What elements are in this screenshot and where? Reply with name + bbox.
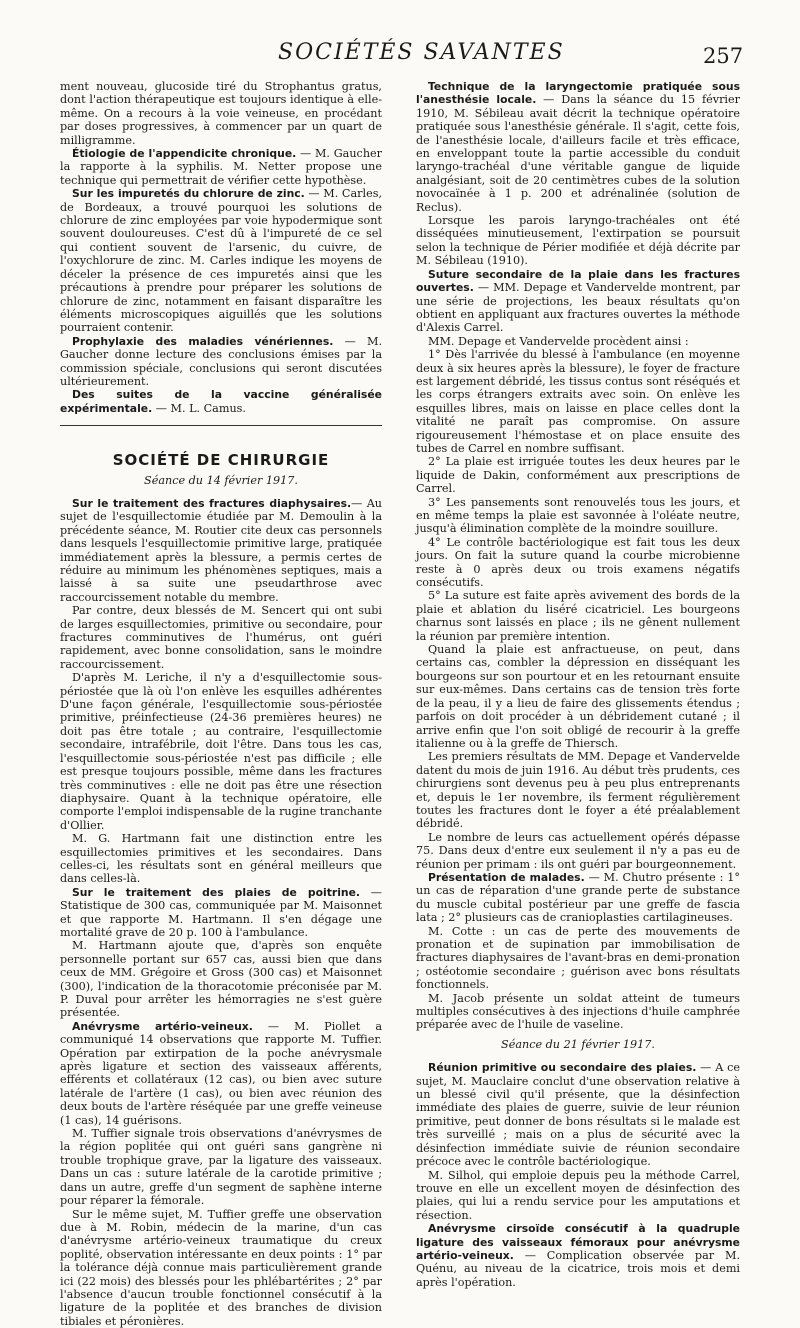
- section-heading: Sur le traitement des plaies de poitrine.: [72, 886, 360, 899]
- paragraph: ment nouveau, glucoside tiré du Strophantus gratus, dont l'action thérapeutique est toujours identique à elle-même. On a recours à la voie veineuse, en procédant par doses progressives, à commencer par un quart de milligramme.: [60, 80, 382, 147]
- paragraph-text: — Complication observée par M. Quénu, au niveau de la cicatrice, trois mois et demi après l'opération.: [416, 1249, 740, 1289]
- paragraph: [60, 497, 382, 604]
- paragraph-text: — Au sujet de l'esquillectomie étudiée par M. Demoulin à la précédente séance, M. Routier cite deux cas personnels dans lesquels l'esquillectomie primitive large, pratiquée immédiatement après la blessure, a permis certes de réduire au minimum les phénomènes septiques, mais a laissé à sa suite une pseudarthrose avec raccourcissement notable du membre.: [60, 497, 382, 604]
- left-column: [60, 80, 382, 1328]
- section-heading: Suture secondaire de la plaie dans les fractures ouvertes.: [416, 268, 740, 294]
- section-heading: Sur les impuretés du chlorure de zinc.: [72, 187, 305, 200]
- paragraph: 4° Le contrôle bactériologique est fait tous les deux jours. On fait la suture quand la courbe microbienne reste à 0 après deux ou trois examens négatifs consécutifs.: [416, 536, 740, 590]
- paragraph: 1° Dès l'arrivée du blessé à l'ambulance (en moyenne deux à six heures après la blessure), le foyer de fracture est largement débridé, les tissus contus sont réséqués et les corps étrangers extraits avec soin. On enlève les esquilles libres, mais on laisse en place celles dont la vitalité ne paraît pas compromise. On assure rigoureusement l'hémostase et on place ensuite des tubes de Carrel en nombre suffisant.: [416, 348, 740, 455]
- paragraph: D'après M. Leriche, il n'y a d'esquillectomie sous-périostée que là où l'on enlève les esquilles adhérentes D'une façon générale, l'esquillectomie sous-périostée primitive, préinfectieuse (24-36 premières heures) ne doit pas être totale ; au contraire, l'esquillectomie secondaire, intrafébrile, doit l'être. Dans tous les cas, l'esquillectomie sous-périostée n'est pas difficile ; elle est presque toujours possible, même dans les fractures très comminutives : elle ne doit pas être une résection diaphysaire. Quant à la technique opératoire, elle comporte l'emploi indispensable de la rugine tranchante d'Ollier.: [60, 671, 382, 832]
- section-heading: Anévrysme artério-veineux.: [72, 1020, 253, 1033]
- page-number: 257: [703, 44, 743, 68]
- paragraph: M. Cotte : un cas de perte des mouvements de pronation et de supination par immobilisation de fractures diaphysaires de l'avant-bras en demi-pronation ; ostéotomie secondaire ; guérison avec bons résultats fonctionnels.: [416, 925, 740, 992]
- section-heading: Des suites de la vaccine généralisée expérimentale.: [60, 388, 382, 414]
- paragraph: [416, 871, 740, 925]
- paragraph: MM. Depage et Vandervelde procèdent ainsi :: [416, 335, 740, 348]
- paragraph: [60, 187, 382, 334]
- paragraph: [60, 335, 382, 389]
- paragraph-text: — MM. Depage et Vandervelde montrent, par une série de projections, les beaux résultats qu'on obtient en appliquant aux fractures ouvertes la méthode d'Alexis Carrel.: [416, 281, 740, 334]
- paragraph: [60, 388, 382, 415]
- paragraph: Les premiers résultats de MM. Depage et Vandervelde datent du mois de juin 1916. Au début très prudents, ces chirurgiens sont devenus peu à peu plus entreprenants et, depuis le 1er novembre, ils ferment régulièrement toutes les fractures dont le foyer a été préalablement débridé.: [416, 750, 740, 830]
- paragraph: [416, 1222, 740, 1289]
- paragraph: 2° La plaie est irriguée toutes les deux heures par le liquide de Dakin, conformément aux prescriptions de Carrel.: [416, 455, 740, 495]
- section-heading: Sur le traitement des fractures diaphysaires.: [72, 497, 351, 510]
- paragraph-text: — A ce sujet, M. Mauclaire conclut d'une observation relative à un blessé civil qu'il présente, que la désinfection immédiate des plaies de guerre, suivie de leur réunion primitive, peut donner de bons résultats si le malade est très surveillé ; mais on a plus de sécurité avec la désinfection immédiate suivie de réunion secondaire précoce avec le contrôle bactériologique.: [416, 1061, 740, 1168]
- paragraph: [60, 147, 382, 187]
- paragraph-text: — M. L. Camus.: [152, 402, 246, 415]
- section-heading: Technique de la laryngectomie pratiquée sous l'anesthésie locale.: [416, 80, 740, 106]
- paragraph: Par contre, deux blessés de M. Sencert qui ont subi de larges esquillectomies, primitive ou secondaire, pour fractures comminutives de l'humérus, ont guéri rapidement, avec bonne consolidation, sans le moindre raccourcissement.: [60, 604, 382, 671]
- paragraph-text: — M. Carles, de Bordeaux, a trouvé pourquoi les solutions de chlorure de zinc employées par voie hypodermique sont souvent douloureuses. C'est dû à l'impureté de ce sel qui contient souvent de l'arsenic, du cuivre, de l'oxychlorure de zinc. M. Carles indique les moyens de déceler la présence de ces impuretés ainsi que les précautions à prendre pour préparer les solutions de chlorure de zinc, notamment en faisant disparaître les éléments microscopiques aiguillés que les solutions pourraient contenir.: [60, 187, 382, 334]
- paragraph: [416, 80, 740, 214]
- paragraph-text: — M. Piollet a communiqué 14 observations que rapporte M. Tuffier. Opération par extirpation de la poche anévrysmale après ligature et section des vaisseaux afférents, efférents et collatéraux (12 cas), ou bien avec suture latérale de l'artère (1 cas), ou bien avec réunion des deux bouts de l'artère réséquée par une greffe veineuse (1 cas), 14 guérisons.: [60, 1020, 382, 1127]
- paragraph: Quand la plaie est anfractueuse, on peut, dans certains cas, combler la dépression en disséquant les bourgeons sur son pourtour et en les retournant ensuite sur eux-mêmes. Dans certains cas de tension très forte de la peau, il y a lieu de faire des glissements étendus ; parfois on doit procéder à un débridement cutané ; il arrive enfin que l'on soit obligé de recourir à la greffe italienne ou à la greffe de Thiersch.: [416, 643, 740, 750]
- section-heading: Anévrysme cirsoïde consécutif à la quadruple ligature des vaisseaux fémoraux pour anévrysme artério-veineux.: [416, 1222, 740, 1262]
- session-date: Séance du 14 février 1917.: [60, 474, 382, 487]
- right-column: [416, 80, 740, 1289]
- paragraph: [416, 268, 740, 335]
- section-heading: Étiologie de l'appendicite chronique.: [72, 147, 296, 160]
- section-heading: Prophylaxie des maladies vénériennes.: [72, 335, 333, 348]
- paragraph: M. Hartmann ajoute que, d'après son enquête personnelle portant sur 657 cas, aussi bien que dans ceux de MM. Grégoire et Gross (300 cas) et Maisonnet (300), l'indication de la thoracotomie préconisée par M. P. Duval pour arrêter les hémorragies ne s'est guère présentée.: [60, 939, 382, 1019]
- paragraph: 5° La suture est faite après avivement des bords de la plaie et ablation du liséré cicatriciel. Les bourgeons charnus sont laissés en place ; ils ne gênent nullement la réunion par première intention.: [416, 589, 740, 643]
- paragraph-text: — M. Gaucher donne lecture des conclusions émises par la commission spéciale, conclusions qui seront discutées ultérieurement.: [60, 335, 382, 388]
- paragraph: Le nombre de leurs cas actuellement opérés dépasse 75. Dans deux d'entre eux seulement il n'y a pas eu de réunion per primam : ils ont guéri par bourgeonnement.: [416, 831, 740, 871]
- running-header: [0, 40, 800, 70]
- paragraph-text: — Statistique de 300 cas, communiquée par M. Maisonnet et que rapporte M. Hartmann. Il s'en dégage une mortalité grave de 20 p. 100 à l'ambulance.: [60, 886, 382, 939]
- paragraph: M. Tuffier signale trois observations d'anévrysmes de la région poplitée qui ont guéri sans gangrène ni trouble trophique grave, par la ligature des vaisseaux. Dans un cas : suture latérale de la carotide primitive ; dans un autre, greffe d'un segment de saphène interne pour réparer la fémorale.: [60, 1127, 382, 1207]
- divider: [60, 425, 382, 426]
- paragraph: Sur le même sujet, M. Tuffier greffe une observation due à M. Robin, médecin de la marine, d'un cas d'anévrysme artério-veineux traumatique du creux poplité, observation intéressante en deux points : 1° par la tolérance déjà connue mais particulièrement grande ici (22 mois) des blessés pour les phlébartérites ; 2° par l'absence d'aucun trouble fonctionnel consécutif à la ligature de la poplitée et des branches de division tibiales et péronières.: [60, 1208, 382, 1328]
- paragraph: 3° Les pansements sont renouvelés tous les jours, et en même temps la plaie est savonnée à l'oléate neutre, jusqu'à élimination complète de la moindre souillure.: [416, 496, 740, 536]
- section-heading: Présentation de malades.: [428, 871, 585, 884]
- section-heading: Réunion primitive ou secondaire des plaies.: [428, 1061, 696, 1074]
- paragraph: M. Jacob présente un soldat atteint de tumeurs multiples consécutives à des injections d'huile camphrée préparée avec de l'huile de vaseline.: [416, 992, 740, 1032]
- running-title: SOCIÉTÉS SAVANTES: [278, 40, 565, 65]
- paragraph-text: — Dans la séance du 15 février 1910, M. Sébileau avait décrit la technique opératoire pratiquée sous l'anesthésie générale. Il s'agit, cette fois, de l'anesthésie locale, d'ailleurs facile et très efficace, en enveloppant toute la partie accessible du conduit laryngo-trachéal d'une véritable gangue de liquide analgésiant, soit de 20 centimètres cubes de la solution novocaïnée à 1 p. 200 et adrénalinée (solution de Reclus).: [416, 93, 740, 213]
- paragraph: M. G. Hartmann fait une distinction entre les esquillectomies primitives et les secondaires. Dans celles-ci, les résultats sont en général meilleurs que dans celles-là.: [60, 832, 382, 886]
- society-heading: SOCIÉTÉ DE CHIRURGIE: [60, 454, 382, 467]
- paragraph: [60, 1020, 382, 1127]
- paragraph: M. Silhol, qui emploie depuis peu la méthode Carrel, trouve en elle un excellent moyen de désinfection des plaies, qui lui a rendu service pour les amputations et résection.: [416, 1169, 740, 1223]
- session-date: Séance du 21 février 1917.: [416, 1038, 740, 1051]
- paragraph: [60, 886, 382, 940]
- paragraph-text: — M. Gaucher la rapporte à la syphilis. M. Netter propose une technique qui permettrait de vérifier cette hypothèse.: [60, 147, 382, 187]
- paragraph: Lorsque les parois laryngo-trachéales ont été disséquées minutieusement, l'extirpation se poursuit selon la technique de Périer modifiée et déjà décrite par M. Sébileau (1910).: [416, 214, 740, 268]
- paragraph-text: — M. Chutro présente : 1° un cas de réparation d'une grande perte de substance du muscle cubital postérieur par une greffe de fascia lata ; 2° plusieurs cas de cranioplasties cartilagineuses.: [416, 871, 740, 924]
- paragraph: [416, 1061, 740, 1168]
